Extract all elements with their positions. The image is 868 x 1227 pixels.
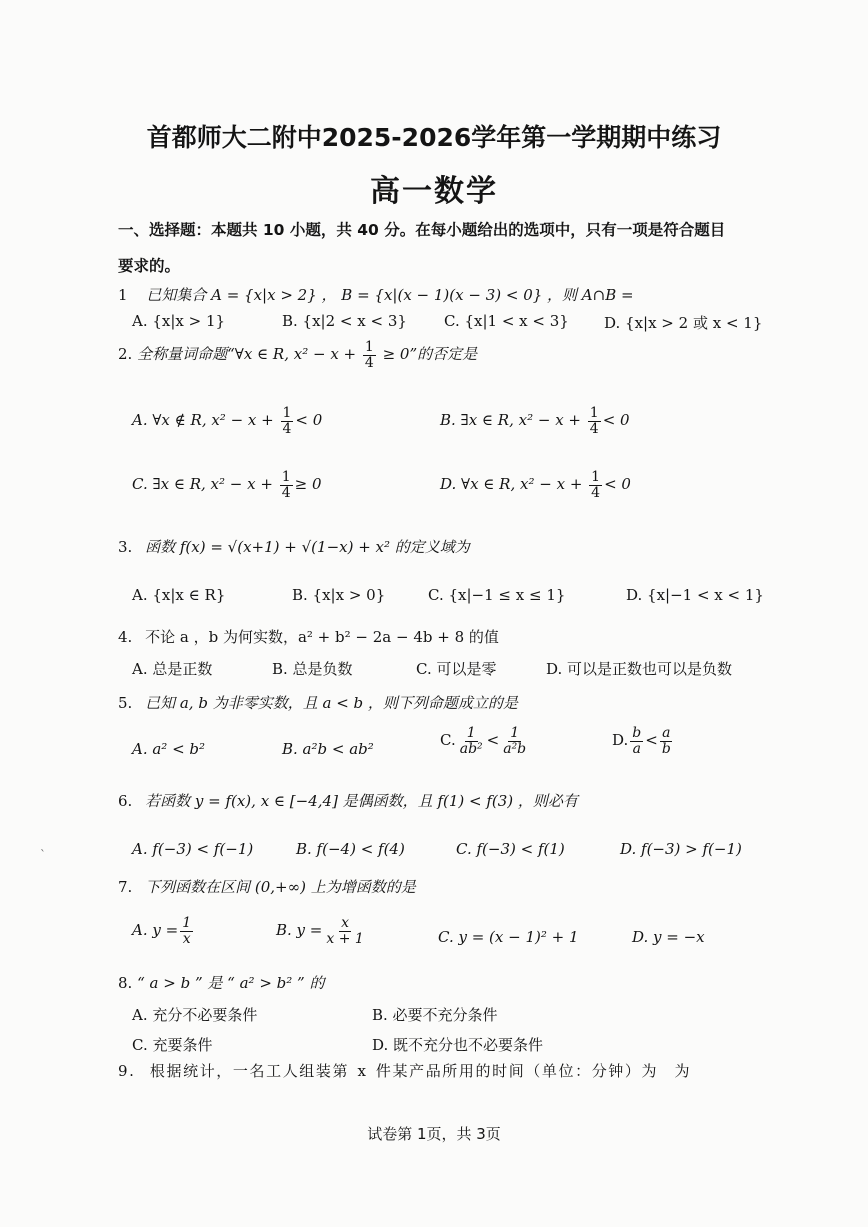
option-c: C. {x|−1 ≤ x ≤ 1} (428, 586, 566, 604)
option-a: A. y = $\frac{1}{x}$ (132, 915, 192, 947)
option-b: B. {x|2 < x < 3} (282, 312, 407, 330)
option-d: D. y = −x (632, 928, 705, 946)
option-b: B. f(−4) < f(4) (296, 840, 405, 858)
question-number: 3. (118, 538, 133, 556)
question-stem: 若函数 y = f(x), x ∈ [−4,4] 是偶函数，且 f(1) < f(3) ，则必有 (145, 792, 578, 810)
option-c: C. 充要条件 (132, 1036, 213, 1054)
option-b: B. y = $\frac{x}{x + 1}$ (276, 915, 364, 947)
option-a: A. 充分不必要条件 (132, 1006, 258, 1024)
question-7 (118, 876, 416, 897)
option-d: D. f(−3) > f(−1) (620, 840, 742, 858)
question-stem: 不论 a ，b 为何实数，a² + b² − 2a − 4b + 8 的值 (145, 628, 499, 646)
question-stem: “ a > b ” 是 “ a² > b² ” 的 (137, 974, 325, 992)
question-number: 7. (118, 878, 133, 896)
option-b: B. a²b < ab² (282, 740, 374, 758)
option-b: B. ∃x ∈ R, x² − x + $\frac{1}{4}$ < 0 (440, 405, 630, 437)
question-number: 9. (118, 1062, 136, 1080)
option-c: C. ∃x ∈ R, x² − x + $\frac{1}{4}$ ≥ 0 (132, 469, 322, 501)
option-d: D. 既不充分也不必要条件 (372, 1036, 544, 1054)
option-c: C. f(−3) < f(1) (456, 840, 565, 858)
option-c: C. $\frac{1}{\text{ab²}}$ < $\frac{1}{\text{a²b}}$ (440, 725, 527, 757)
question-1 (118, 284, 634, 305)
question-number: 6. (118, 792, 133, 810)
option-c: C. 可以是零 (416, 660, 497, 678)
question-8 (118, 972, 324, 993)
option-d: D. {x|x > 2 或 x < 1} (604, 314, 763, 332)
question-number: 1 (118, 286, 128, 304)
question-9: 9. 根据统计，一名工人组装第 x 件某产品所用的时间（单位：分钟）为 为 (118, 1062, 692, 1080)
question-stem: 下列函数在区间 (0,+∞) 上为增函数的是 (145, 878, 416, 896)
option-a: A. {x|x ∈ R} (132, 586, 226, 604)
option-b: B. {x|x > 0} (292, 586, 386, 604)
exam-title: 首都师大二附中2025-2026学年第一学期期中练习 (146, 123, 722, 152)
option-a: A. f(−3) < f(−1) (132, 840, 254, 858)
exam-subject: 高一数学 (370, 174, 498, 209)
option-d: D. ∀x ∈ R, x² − x + $\frac{1}{4}$ < 0 (440, 469, 631, 501)
question-stem: 已知集合 A = {x|x > 2} ， B = {x|(x − 1)(x − 3) < 0} ，则 A∩B = (146, 286, 634, 304)
question-4 (118, 626, 499, 647)
question-stem-end: ≥ 0”的否定是 (377, 345, 478, 364)
option-a: A. 总是正数 (132, 660, 213, 678)
question-stem: 全称量词命题“∀x ∈ R, x² − x + (137, 345, 361, 364)
option-a: A. ∀x ∉ R, x² − x + $\frac{1}{4}$ < 0 (132, 405, 323, 437)
section-heading-cont: 要求的。 (118, 257, 181, 275)
question-stem: 函数 f(x) = √(x+1) + √(1−x) + x² 的定义域为 (145, 538, 470, 556)
option-a: A. a² < b² (132, 740, 206, 758)
question-number: 8. (118, 974, 133, 992)
question-2 (118, 340, 477, 370)
question-stem: 根据统计，一名工人组装第 x 件某产品所用的时间（单位：分钟）为 (149, 1062, 659, 1080)
question-number: 2. (118, 345, 133, 364)
fraction: $\frac{1}{4}$ (364, 339, 374, 371)
option-b: B. 总是负数 (272, 660, 353, 678)
stray-mark: ` (40, 848, 46, 862)
question-3 (118, 536, 470, 557)
option-c: C. {x|1 < x < 3} (444, 312, 569, 330)
page-footer: 试卷第 1页，共 3页 (367, 1125, 501, 1143)
option-d: D. {x|−1 < x < 1} (626, 586, 764, 604)
option-a: A. {x|x > 1} (132, 312, 226, 330)
question-number: 5. (118, 694, 133, 712)
question-stem: 已知 a, b 为非零实数，且 a < b ，则下列命题成立的是 (145, 694, 518, 712)
option-d: D. 可以是正数也可以是负数 (546, 660, 733, 678)
option-b: B. 必要不充分条件 (372, 1006, 498, 1024)
option-c: C. y = (x − 1)² + 1 (438, 928, 579, 946)
section-heading: 一、选择题：本题共 10 小题，共 40 分。在每小题给出的选项中，只有一项是符合题目 (118, 221, 726, 239)
question-6 (118, 790, 578, 811)
question-5 (118, 692, 518, 713)
question-number: 4. (118, 628, 133, 646)
option-d: D. $\frac{b}{a}$ < $\frac{a}{b}$ (612, 725, 671, 757)
